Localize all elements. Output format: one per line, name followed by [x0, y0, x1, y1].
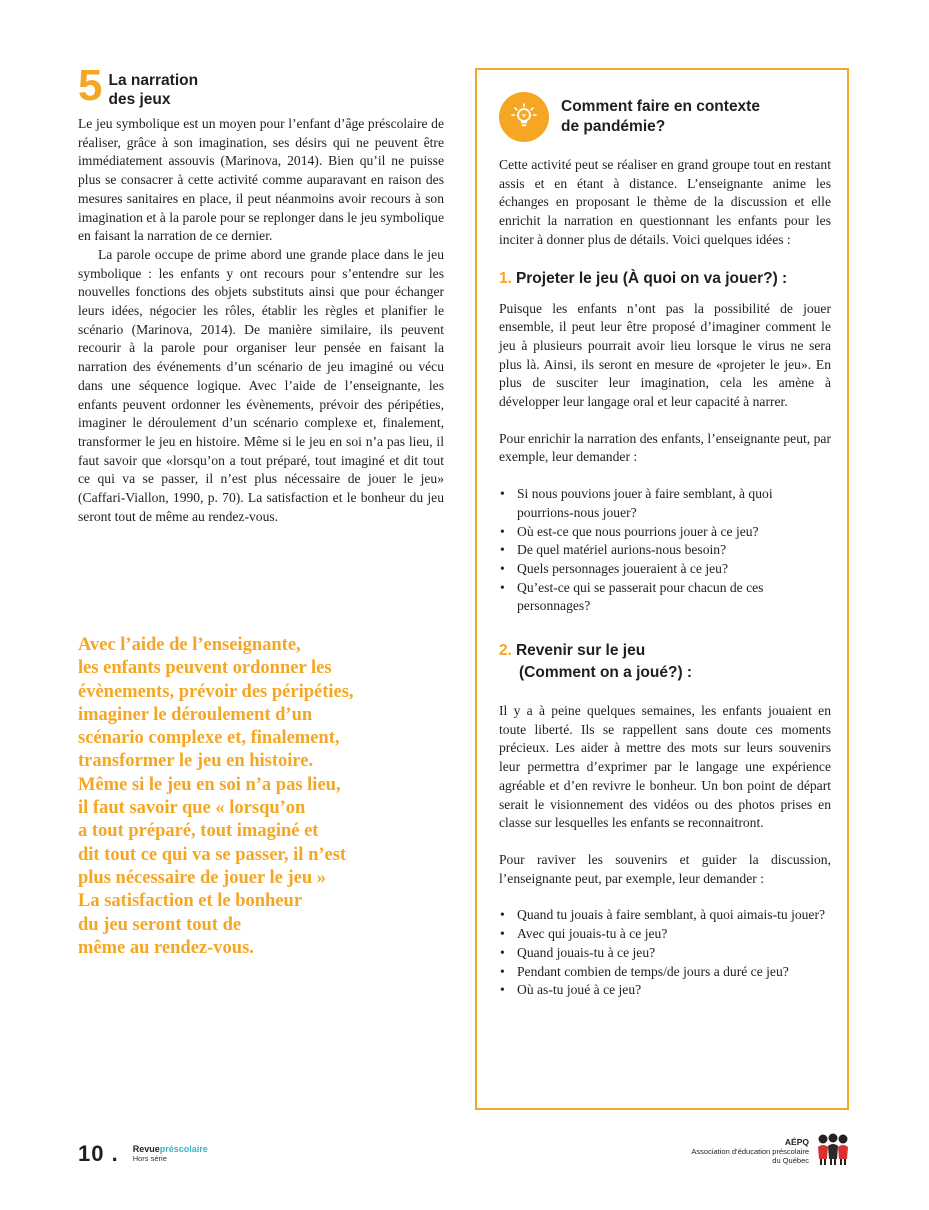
- part-2-text: Il y a à peine quelques semaines, les enfants jouaient en toute liberté. Ils se rappellent sans doute ces moments précieux. Les aider à mettre des mots sur leurs souvenirs leur permettra d’exprimer par le langage une expérience agréable et d’en revivre le bonheur. Un bon point de départ serait le visionnement des vidéos ou des photos prises en classe sur lesquelles les enfants se reconnaitront.: [499, 703, 831, 831]
- list-item: • Avec qui jouais-tu à ce jeu?: [499, 925, 831, 944]
- tips-box-title-line-1: Comment faire en contexte: [561, 98, 760, 115]
- section-paragraph-1: Le jeu symbolique est un moyen pour l’enfant d’âge préscolaire de réaliser, grâce à son imagination, ses désirs qui ne peuvent être immédiatement assouvis (Marinova, 2014). Bien qu’il ne puisse plus se consacrer à cette activité comme auparavant en raison des mesures sanitaires en place, il peut néanmoins avoir recours à son imagination et à la parole pour se replonger dans le jeu symbolique en faisant la narration de ce dernier.: [78, 116, 444, 244]
- list-item: • Si nous pouvions jouer à faire semblant, à quoi pourrions-nous jouer?: [499, 485, 831, 522]
- tips-box-title-line-2: de pandémie?: [561, 118, 666, 135]
- publication-name-a: Revue: [132, 1144, 160, 1154]
- pull-quote-line: dit tout ce qui va se passer, il n’est: [78, 844, 347, 865]
- left-column: [78, 61, 444, 526]
- organization-line-2: du Québec: [772, 1156, 809, 1165]
- pull-quote-line: plus nécessaire de jouer le jeu »: [78, 867, 327, 888]
- pull-quote: [78, 634, 458, 960]
- pull-quote-line: les enfants peuvent ordonner les: [78, 658, 332, 679]
- section-number: 5: [78, 61, 103, 110]
- part-2-title-line-1: Revenir sur le jeu: [515, 642, 646, 660]
- list-item: • Quels personnages joueraient à ce jeu?: [499, 560, 831, 579]
- part-1-text: Puisque les enfants n’ont pas la possibilité de jouer ensemble, il peut leur être proposé d’imaginer comment le jeu à plusieurs pourrait avoir lieu lorsque le virus ne sera plus là. Ainsi, ils seront en mesure de «projeter le jeu». En plus de susciter leur imagination, cela les amène à développer leur langage oral et leur capacité à narrer.: [499, 300, 831, 410]
- section-heading: [78, 61, 444, 110]
- pull-quote-line: a tout préparé, tout imaginé et: [78, 821, 319, 842]
- page-number: 10 .: [78, 1141, 119, 1166]
- section-paragraph-2: La parole occupe de prime abord une grande place dans le jeu symbolique : les enfants y ont recours pour s’entendre sur les nouvelles fonctions des objets substituts ainsi que pour échanger leurs idées, négocier les rôles, établir les règles et planifier le scénario (Marinova, 2014). De manière similaire, ils peuvent recourir à la parole pour organiser leur pensée en faisant la narration des événements d’un scénario de jeu imaginé ou vécu dans une séquence logique. Avec l’aide de l’enseignante, les enfants peuvent ordonner les évènements, prévoir des péripéties, imaginer le déroulement d’un scénario complexe et, finalement, transformer le jeu en histoire. Même si le jeu en soi n’a pas lieu, il faut savoir que «lorsqu’on a tout préparé, tout imaginé et dit tout ce qui va se passer, il n’est plus nécessaire de jouer le jeu» (Caffari-Viallon, 1990, p. 70). La satisfaction et le bonheur du jeu seront tout de même au rendez-vous.: [78, 246, 444, 524]
- part-1-title: Projeter le jeu (À quoi on va jouer?) :: [515, 269, 788, 287]
- list-item: • Qu’est-ce qui se passerait pour chacun de ces personnages?: [499, 579, 831, 616]
- organization-line-1: Association d’éducation préscolaire: [691, 1147, 809, 1156]
- part-1-heading: [499, 268, 831, 290]
- lightbulb-icon: [499, 92, 549, 142]
- part-2-heading: [499, 640, 831, 684]
- tips-box-heading: [499, 92, 831, 142]
- pull-quote-line: scénario complexe et, finalement,: [78, 728, 340, 749]
- pull-quote-line: même au rendez-vous.: [78, 937, 254, 958]
- part-1-prompt: Pour enrichir la narration des enfants, l’enseignante peut, par exemple, leur demander :: [499, 430, 831, 465]
- pull-quote-line: Même si le jeu en soi n’a pas lieu,: [78, 774, 341, 795]
- list-item: • Quand jouais-tu à ce jeu?: [499, 944, 831, 963]
- section-title-line-1: La narration: [108, 72, 199, 89]
- list-item: • Où est-ce que nous pourrions jouer à ce jeu?: [499, 523, 831, 542]
- part-2-questions: [499, 906, 831, 1000]
- pull-quote-line: transformer le jeu en histoire.: [78, 751, 314, 772]
- tips-box-intro: Cette activité peut se réaliser en grand groupe tout en restant assis et en étant à distance. L’enseignante anime les échanges en proposant le thème de la discussion et elle enrichit la narration en questionnant les enfants pour les inciter à donner plus de détails. Voici quelques idées :: [499, 157, 831, 247]
- pull-quote-line: du jeu seront tout de: [78, 914, 242, 935]
- tips-box-title: [561, 97, 760, 137]
- children-logo-icon: [815, 1132, 851, 1171]
- pull-quote-line: imaginer le déroulement d’un: [78, 704, 313, 725]
- part-1-number: 1.: [499, 269, 512, 287]
- tips-box-content: [499, 92, 831, 1000]
- list-item: • De quel matériel aurions-nous besoin?: [499, 541, 831, 560]
- publication-name: [133, 1144, 208, 1164]
- section-title: [108, 71, 198, 109]
- organization-abbrev: AÉPQ: [784, 1137, 809, 1147]
- list-item: • Où as-tu joué à ce jeu?: [499, 981, 831, 1000]
- pull-quote-line: Avec l’aide de l’enseignante,: [78, 635, 301, 655]
- publication-subtitle: Hors série: [132, 1154, 167, 1163]
- part-2-prompt: Pour raviver les souvenirs et guider la discussion, l’enseignante peut, par exemple, leur demander :: [499, 851, 831, 886]
- organization-name: [691, 1138, 809, 1165]
- part-1-questions: [499, 485, 831, 616]
- part-2-number: 2.: [499, 642, 512, 660]
- section-title-line-2: des jeux: [108, 91, 171, 108]
- part-2-title-line-2: (Comment on a joué?) :: [519, 664, 693, 682]
- pandemic-tips-box: [475, 68, 849, 1110]
- publication-name-b: préscolaire: [159, 1144, 208, 1154]
- footer-left: [78, 1141, 208, 1167]
- footer-right: [691, 1132, 851, 1171]
- list-item: • Quand tu jouais à faire semblant, à quoi aimais-tu jouer?: [499, 906, 831, 925]
- pull-quote-line: il faut savoir que « lorsqu’on: [78, 798, 306, 819]
- pull-quote-line: évènements, prévoir des péripéties,: [78, 681, 354, 702]
- pull-quote-line: La satisfaction et le bonheur: [78, 891, 303, 912]
- list-item: • Pendant combien de temps/de jours a duré ce jeu?: [499, 963, 831, 982]
